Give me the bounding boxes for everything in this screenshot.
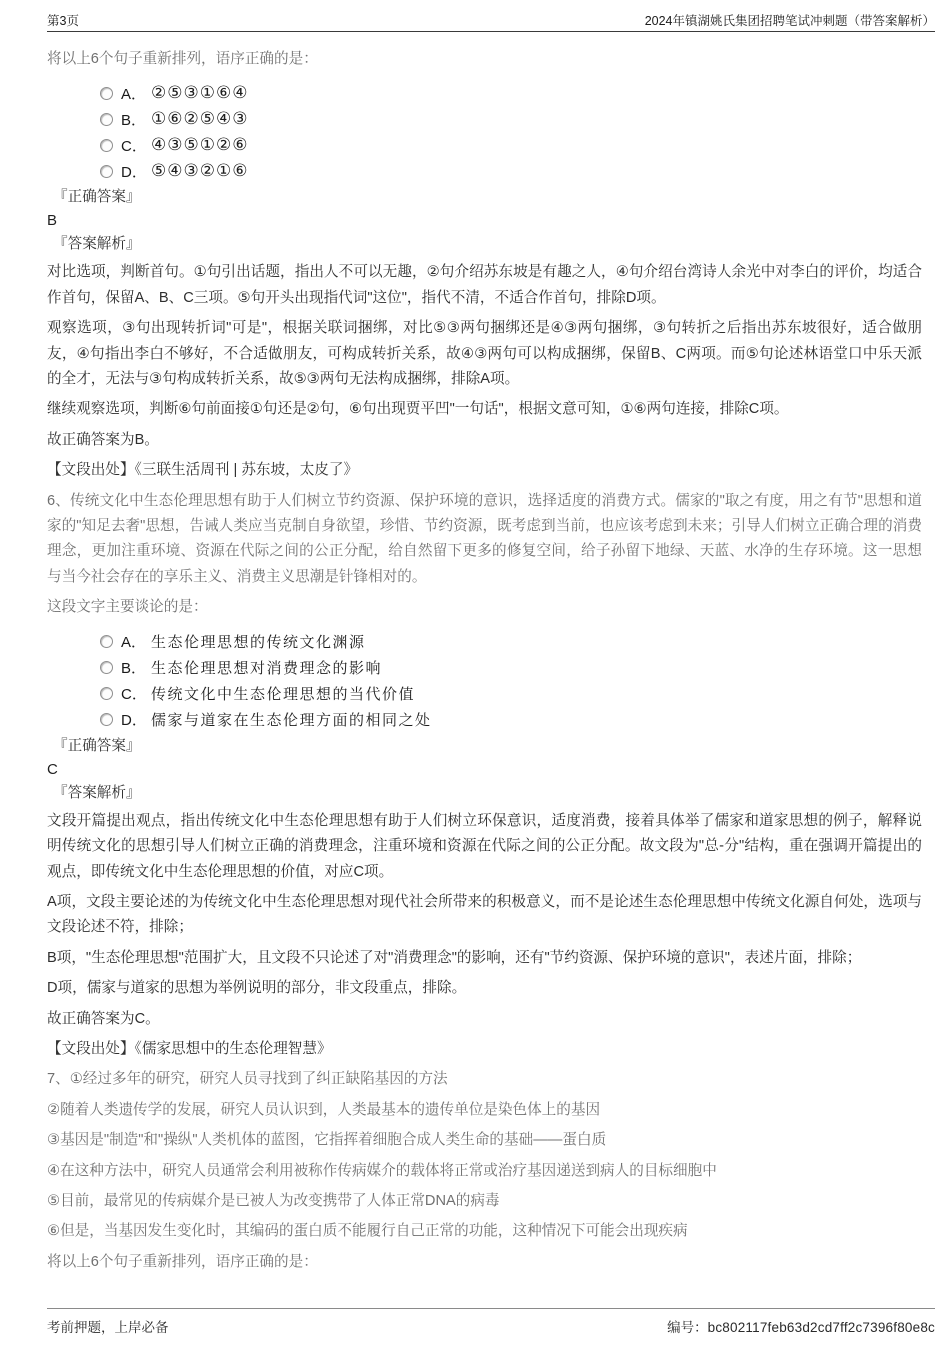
q6-option-c <box>47 681 922 707</box>
q6-source: 【文段出处】《儒家思想中的生态伦理智慧》 <box>47 1040 332 1057</box>
option-text: 生态伦理思想的传统文化渊源 <box>151 634 366 652</box>
q6-stem: 6、传统文化中生态伦理思想有助于人们树立节约资源、保护环境的意识，选择适度的消费方式。儒家的"取之有度，用之有节"思想和道家的"知足去奢"思想，告诫人类应当克制自身欲望，珍惜、节约资源，既考虑到当前，也应该考虑到未来；引导人们树立正确合理的消费理念，更加注重环境、资源在代际之间的公正分配，给自然留下更多的修复空间，给子孙留下地绿、天蓝、水净的生存环境。这一思想与当今社会存在的享乐主义、消费主义思潮是针锋相对的。 <box>47 492 922 585</box>
q5-answer: B <box>47 212 58 230</box>
doc-code-label: 编号： <box>667 1320 708 1335</box>
option-letter: B． <box>121 111 147 129</box>
page-number: 第3页 <box>47 14 79 28</box>
q7-sentence-4: ④在这种方法中，研究人员通常会利用被称作传病媒介的载体将正常或治疗基因递送到病人的目标细胞中 <box>47 1162 717 1179</box>
option-letter: A． <box>121 85 147 103</box>
option-text: 传统文化中生态伦理思想的当代价值 <box>151 686 416 704</box>
radio-button[interactable] <box>100 635 113 648</box>
option-letter: B． <box>121 660 147 678</box>
radio-button[interactable] <box>100 113 113 126</box>
q6-option-b <box>47 655 922 681</box>
radio-button[interactable] <box>100 165 113 178</box>
q7-sentence-1: 7、①经过多年的研究，研究人员寻找到了纠正缺陷基因的方法 <box>47 1071 448 1088</box>
q6-option-d <box>47 707 922 733</box>
q6-analysis-label: 『答案解析』 <box>53 784 141 801</box>
q6-prompt: 这段文字主要谈论的是： <box>47 599 208 616</box>
page-footer <box>47 1308 935 1336</box>
option-text: ④③⑤①②⑥ <box>151 135 249 155</box>
option-letter: D． <box>121 163 147 181</box>
radio-button[interactable] <box>100 661 113 674</box>
q7-sentence-3: ③基因是"制造"和"操纵"人类机体的蓝图，它指挥着细胞合成人类生命的基础——蛋白质 <box>47 1132 607 1149</box>
footer-slogan: 考前押题，上岸必备 <box>47 1320 169 1335</box>
q5-option-b <box>47 106 922 132</box>
radio-button[interactable] <box>100 87 113 100</box>
option-text: ①⑥②⑤④③ <box>151 109 249 129</box>
option-text: 生态伦理思想对消费理念的影响 <box>151 660 383 678</box>
radio-button[interactable] <box>100 687 113 700</box>
radio-button[interactable] <box>100 713 113 726</box>
q5-option-a <box>47 80 922 106</box>
doc-code-value: bc802117feb63d2cd7ff2c7396f80e8c <box>707 1320 935 1335</box>
q5-analysis-paragraph: 继续观察选项，判断⑥句前面接①句还是②句，⑥句出现贾平凹"一句话"，根据文意可知，①⑥两句连接，排除C项。 <box>47 401 789 418</box>
q6-analysis-paragraph: 文段开篇提出观点，指出传统文化中生态伦理思想有助于人们树立环保意识，适度消费，接着具体举了儒家和道家思想的例子，解释说明传统文化的思想引导人们树立正确的消费理念，注重环境和资源在代际之间的公正分配。故文段为"总-分"结构，重在强调开篇提出的观点，即传统文化中生态伦理思想的价值，对应C项。 <box>47 812 922 880</box>
q7-sentence-2: ②随着人类遗传学的发展，研究人员认识到，人类最基本的遗传单位是染色体上的基因 <box>47 1101 601 1118</box>
q7-sentence-6: ⑥但是，当基因发生变化时，其编码的蛋白质不能履行自己正常的功能，这种情况下可能会出现疾病 <box>47 1223 688 1240</box>
q6-options <box>47 629 922 733</box>
q6-analysis-paragraph: B项，"生态伦理思想"范围扩大，且文段不只论述了对"消费理念"的影响，还有"节约资源、保护环境的意识"，表述片面，排除； <box>47 949 862 966</box>
q5-prompt: 将以上6个句子重新排列，语序正确的是： <box>47 51 318 67</box>
doc-title: 2024年镇湖姚氏集团招聘笔试冲刺题（带答案解析） <box>644 14 935 28</box>
q7-prompt: 将以上6个句子重新排列，语序正确的是： <box>47 1253 318 1270</box>
option-text: 儒家与道家在生态伦理方面的相同之处 <box>151 712 432 730</box>
q6-option-a <box>47 629 922 655</box>
q5-analysis-paragraph: 对比选项，判断首句。①句引出话题，指出人不可以无趣，②句介绍苏东坡是有趣之人，④句介绍台湾诗人余光中对李白的评价，均适合作首句，保留A、B、C三项。⑤句开头出现指代词"这位"，指代不清，不适合作首句，排除D项。 <box>47 264 922 306</box>
q5-option-c <box>47 132 922 158</box>
q6-answer: C <box>47 760 58 778</box>
page-content <box>47 30 922 1275</box>
page-header <box>47 0 935 32</box>
q5-analysis-paragraph: 观察选项，③句出现转折词"可是"，根据关联词捆绑，对比⑤③两句捆绑还是④③两句捆绑，③句转折之后指出苏东坡很好，适合做朋友，④句指出李白不够好，不合适做朋友，可构成转折关系，故④③两句可以构成捆绑，保留B、C两项。而⑤句论述林语堂口中乐天派的全才，无法与③句构成转折关系，故⑤③两句无法构成捆绑，排除A项。 <box>47 320 922 388</box>
q5-analysis-label: 『答案解析』 <box>53 236 141 253</box>
option-text: ②⑤③①⑥④ <box>151 83 249 103</box>
q5-options <box>47 80 922 184</box>
q7-sentence-5: ⑤目前，最常见的传病媒介是已被人为改变携带了人体正常DNA的病毒 <box>47 1192 500 1209</box>
option-letter: C． <box>121 686 147 704</box>
q6-analysis-paragraph: D项，儒家与道家的思想为举例说明的部分，非文段重点，排除。 <box>47 980 467 997</box>
q6-answer-label: 『正确答案』 <box>53 737 141 754</box>
q5-option-d <box>47 158 922 184</box>
doc-code <box>667 1316 935 1336</box>
q6-analysis-conclusion: 故正确答案为C。 <box>47 1010 160 1027</box>
option-letter: D． <box>121 712 147 730</box>
q5-answer-label: 『正确答案』 <box>53 189 141 206</box>
q5-source: 【文段出处】《三联生活周刊 | 苏东坡，太皮了》 <box>47 462 359 479</box>
radio-button[interactable] <box>100 139 113 152</box>
option-letter: A． <box>121 634 147 652</box>
q6-analysis-paragraph: A项，文段主要论述的为传统文化中生态伦理思想对现代社会所带来的积极意义，而不是论述生态伦理思想中传统文化源自何处，选项与文段论述不符，排除； <box>47 893 922 936</box>
option-letter: C． <box>121 137 147 155</box>
option-text: ⑤④③②①⑥ <box>151 161 249 181</box>
q5-analysis-conclusion: 故正确答案为B。 <box>47 431 159 448</box>
